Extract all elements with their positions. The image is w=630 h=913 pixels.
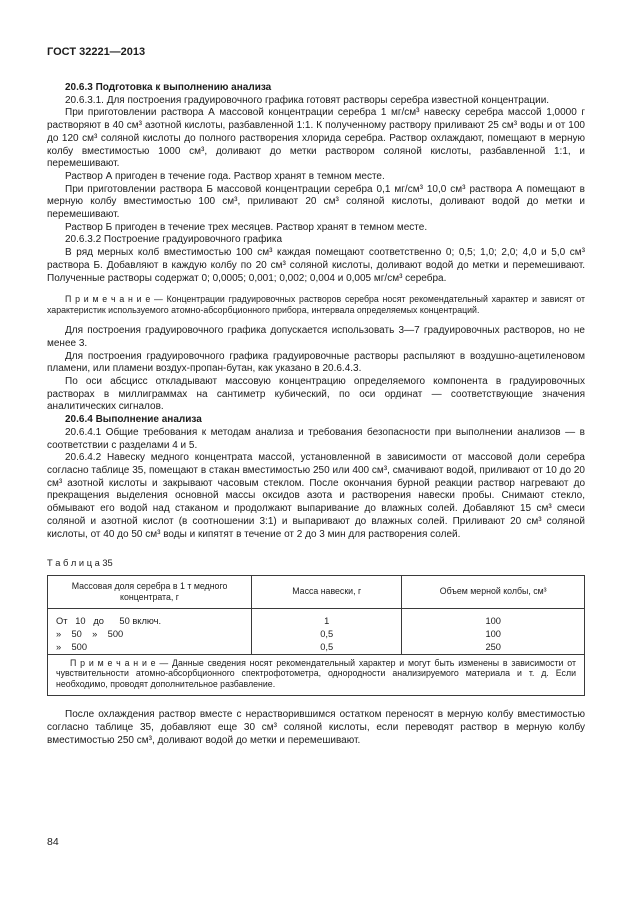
table-cell: 250 bbox=[402, 641, 585, 655]
table-note-row bbox=[48, 654, 585, 696]
table-cell: » 500 bbox=[48, 641, 252, 655]
document-body bbox=[47, 82, 585, 747]
paragraph: 20.6.4.2 Навеску медного концентрата массой, установленной в зависимости от массовой доли серебра согласно таблице 35, помещают в стакан вместимостью 250 или 400 см³, смачивают водой, приливают от 10 до 20 см³ азотной кислоты и закрывают часовым стеклом. После окончания бурной реакции раствор нагревают до прекращения выделения основной массы оксидов азота и растворения навески пробы. Снимают стекло, обмывают его водой над стаканом и продолжают выпаривание до влажных солей. Добавляют 15 см³ смеси соляной и азотной кислот (в соотношении 3:1) и выпаривают до влажных солей. Приливают 20 см³ соляной кислоты, от 40 до 50 см³ воды и кипятят в течение от 2 до 3 мин для растворения солей. bbox=[47, 452, 585, 540]
paragraph: Для построения градуировочного графика градуировочные растворы распыляют в воздушно-ацетиленовом пламени, или пламени воздух-пропан-бутан, как указано в 20.6.4.3. bbox=[47, 350, 585, 375]
paragraph: 20.6.3.1. Для построения градуировочного графика готовят растворы серебра известной концентрации. bbox=[65, 94, 550, 106]
paragraph: По оси абсцисс откладывают массовую концентрацию определяемого компонента в градуировочных растворах в миллиграммах на сантиметр кубический, по оси ординат — соответствующие значения аналитических сигналов. bbox=[47, 376, 585, 413]
table-row bbox=[48, 628, 585, 641]
paragraph: После охлаждения раствор вместе с нерастворившимся остатком переносят в мерную колбу вместимостью согласно таблице 35, добавляют еще 30 см³ соляной кислоты, если переводят раствор в мерную колбу вместимостью 250 см³, доливают водой до метки и перемешивают. bbox=[47, 709, 585, 746]
table-body bbox=[48, 608, 585, 696]
table-cell: 100 bbox=[402, 608, 585, 628]
table-header-cell: Массовая доля серебра в 1 т медного концентрата, г bbox=[48, 575, 252, 608]
table-header-cell: Масса навески, г bbox=[252, 575, 402, 608]
table-note: П р и м е ч а н и е — Данные сведения носят рекомендательный характер и могут быть изменены в зависимости от чувствительности атомно-абсорбционного спектрофотометра, однородности анализируемого материала и т. д. Если необходимо, проводят дополнительное разбавление. bbox=[48, 654, 585, 696]
table-header bbox=[48, 575, 585, 608]
paragraph: При приготовлении раствора Б массовой концентрации серебра 0,1 мг/см³ 10,0 см³ раствора А помещают в мерную колбу вместимостью 100 см³, приливают 20 см³ соляной кислоты, доливают водой до метки и перемешивают. bbox=[47, 183, 585, 221]
paragraph: Раствор А пригоден в течение года. Раствор хранят в темном месте. bbox=[65, 170, 385, 182]
subsection-heading: 20.6.3.2 Построение градуировочного графика bbox=[65, 234, 283, 246]
page-number: 84 bbox=[47, 836, 59, 848]
table-cell: 100 bbox=[402, 628, 585, 641]
table-header-cell: Объем мерной колбы, см³ bbox=[402, 575, 585, 608]
note-paragraph: П р и м е ч а н и е — Концентрации градуировочных растворов серебра носят рекомендательный характер и зависят от характеристик используемого атомно-абсорбционного прибора, интервала определяемых концентраций. bbox=[47, 294, 585, 316]
table-cell: От 10 до 50 включ. bbox=[48, 608, 252, 628]
table-row bbox=[48, 641, 585, 655]
paragraph: 20.6.4.1 Общие требования к методам анализа и требования безопасности при выполнении анализов — в соответствии с разделами 4 и 5. bbox=[47, 426, 585, 451]
table-cell: 0,5 bbox=[252, 641, 402, 655]
section-heading: 20.6.3 Подготовка к выполнению анализа bbox=[65, 82, 272, 93]
table-cell: 0,5 bbox=[252, 628, 402, 641]
paragraph: Раствор Б пригоден в течение трех месяцев. Раствор хранят в темном месте. bbox=[65, 221, 428, 233]
doc-number: ГОСТ 32221—2013 bbox=[47, 46, 146, 58]
section-heading: 20.6.4 Выполнение анализа bbox=[65, 414, 202, 426]
paragraph: Для построения градуировочного графика допускается использовать 3—7 градуировочных растворов, но не менее 3. bbox=[47, 325, 585, 349]
table-row bbox=[48, 608, 585, 628]
table-35 bbox=[47, 575, 585, 696]
table-caption: Т а б л и ц а 35 bbox=[47, 558, 113, 569]
table-cell: 1 bbox=[252, 608, 402, 628]
table-cell: » 50 » 500 bbox=[48, 628, 252, 641]
paragraph: В ряд мерных колб вместимостью 100 см³ каждая помещают соответственно 0; 0,5; 1,0; 2,0; 4,0 и 5,0 см³ раствора Б. Добавляют в каждую колбу по 20 см³ соляной кислоты, доливают водой до метки и перемешивают. Полученные растворы содержат 0; 0,0005; 0,001; 0,002; 0,004 и 0,005 мг/см³ серебра. bbox=[47, 247, 585, 284]
paragraph: При приготовлении раствора А массовой концентрации серебра 1 мг/см³ навеску серебра массой 1,0000 г растворяют в 40 см³ азотной кислоты, разбавленной 1:1. К полученному раствору приливают 25 см³ воды и от 100 до 120 см³ соляной кислоты до полного растворения хлорида серебра. Раствор охлаждают, помещают в мерную колбу вместимостью 1000 см³, доливают до метки раствором соляной кислоты, разбавленной 1:1, и перемешивают. bbox=[47, 107, 585, 170]
